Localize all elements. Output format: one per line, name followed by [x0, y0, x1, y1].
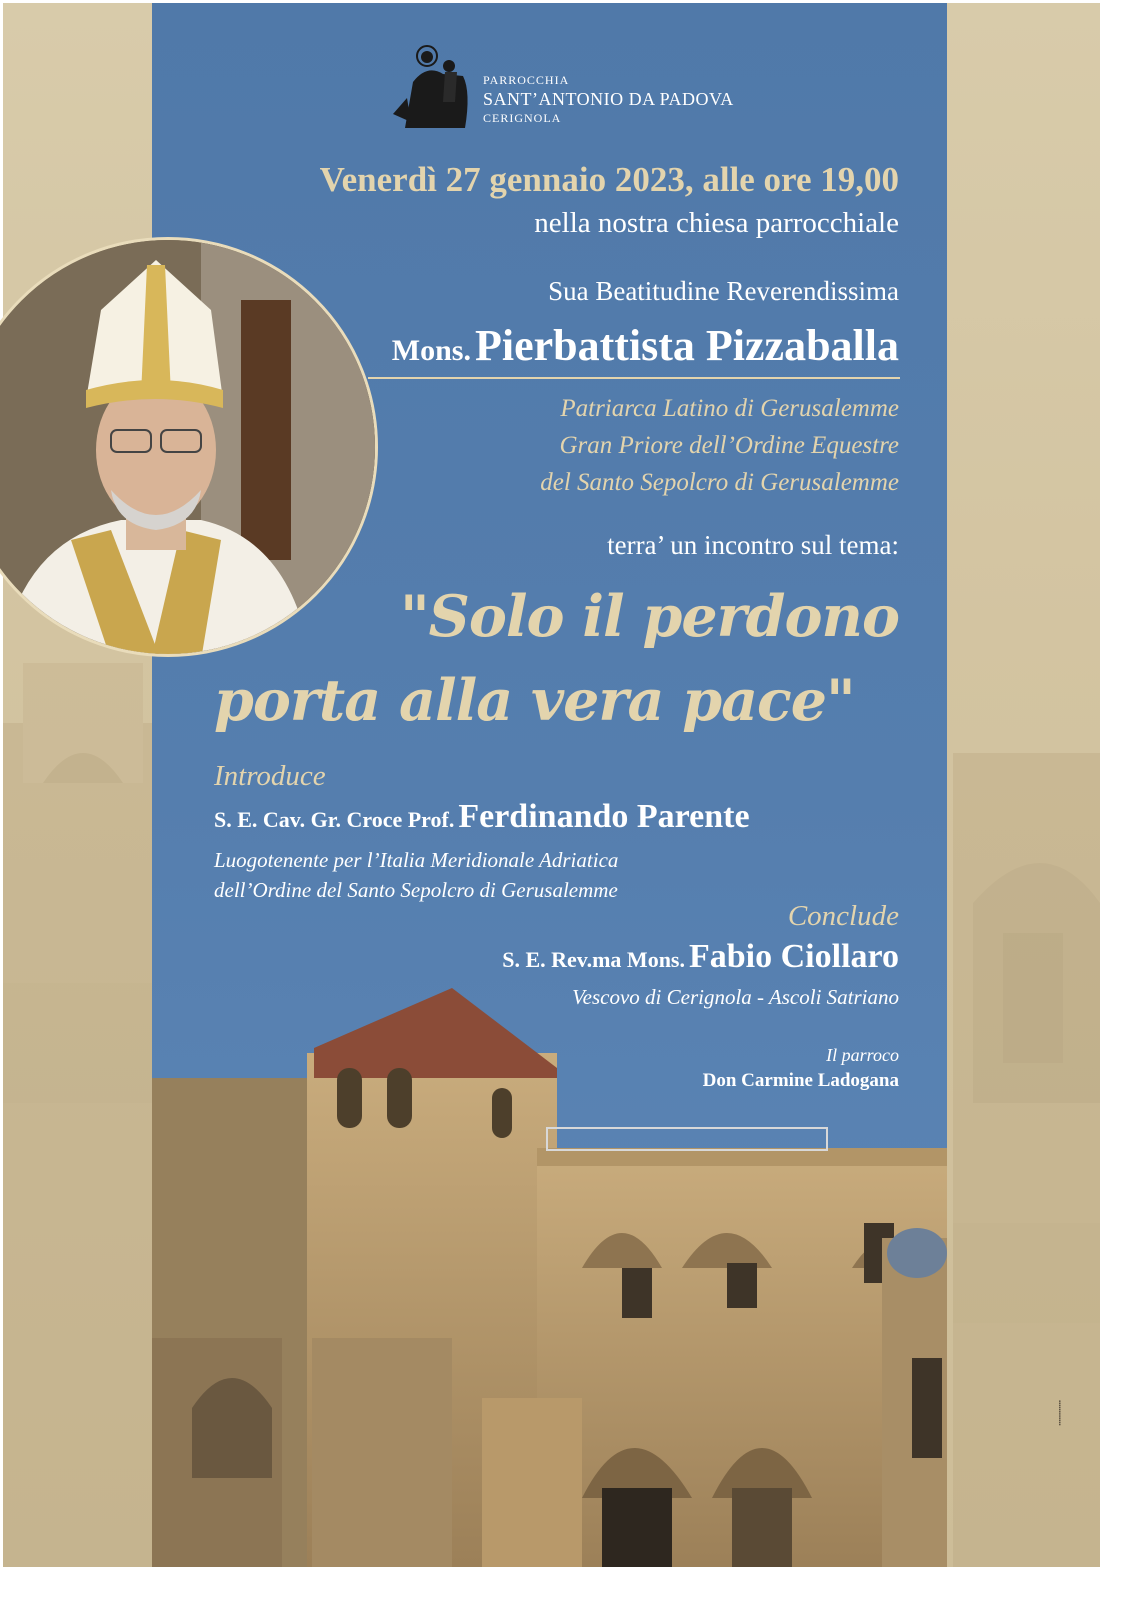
theme-title-line-1: "Solo il perdono — [399, 583, 899, 650]
design-credit: ▪▪▪▪▪▪▪▪▪▪▪▪ — [1056, 1400, 1062, 1426]
theme-title-line-2: porta alla vera pace" — [214, 667, 855, 734]
speaker-prefix: Mons. — [391, 334, 471, 367]
parish-line-1: PARROCCHIA — [483, 73, 570, 87]
introduce-prefix: S. E. Cav. Gr. Croce Prof. — [214, 807, 455, 832]
parish-name — [483, 72, 734, 126]
introduce-roles — [214, 845, 618, 905]
church-photo — [152, 978, 947, 1567]
speaker-honorific: Sua Beatitudine Reverendissima — [548, 276, 899, 306]
speaker-role: Patriarca Latino di Gerusalemme — [560, 395, 899, 422]
parroco-name: Don Carmine Ladogana — [702, 1070, 899, 1091]
conclude-role: Vescovo di Cerignola - Ascoli Satriano — [572, 985, 899, 1009]
madonna-child-logo-icon — [393, 42, 471, 128]
conclude-heading: Conclude — [787, 900, 899, 932]
speaker-role: del Santo Sepolcro di Gerusalemme — [540, 469, 899, 496]
introduce-name: Ferdinando Parente — [458, 798, 750, 835]
speaker-name-line — [392, 320, 899, 371]
conclude-name: Fabio Ciollaro — [689, 938, 899, 975]
conclude-prefix: S. E. Rev.ma Mons. — [502, 947, 685, 972]
introduce-heading: Introduce — [214, 760, 326, 792]
speaker-roles — [540, 390, 899, 501]
introduce-role: dell’Ordine del Santo Sepolcro di Gerusalemme — [214, 878, 618, 902]
conclude-name-line — [502, 938, 899, 976]
name-underline — [368, 377, 900, 379]
event-date: Venerdì 27 gennaio 2023, alle ore 19,00 — [319, 160, 899, 199]
theme-intro: terra’ un incontro sul tema: — [607, 530, 899, 560]
introduce-role: Luogotenente per l’Italia Meridionale Adriatica — [214, 848, 619, 872]
parish-line-3: CERIGNOLA — [483, 111, 562, 125]
introduce-name-line — [214, 798, 750, 836]
parroco-heading: Il parroco — [826, 1045, 899, 1065]
parish-line-2: SANT’ANTONIO DA PADOVA — [483, 89, 734, 109]
event-place: nella nostra chiesa parrocchiale — [534, 207, 899, 239]
speaker-role: Gran Priore dell’Ordine Equestre — [559, 432, 899, 459]
speaker-name: Pierbattista Pizzaballa — [474, 321, 899, 370]
